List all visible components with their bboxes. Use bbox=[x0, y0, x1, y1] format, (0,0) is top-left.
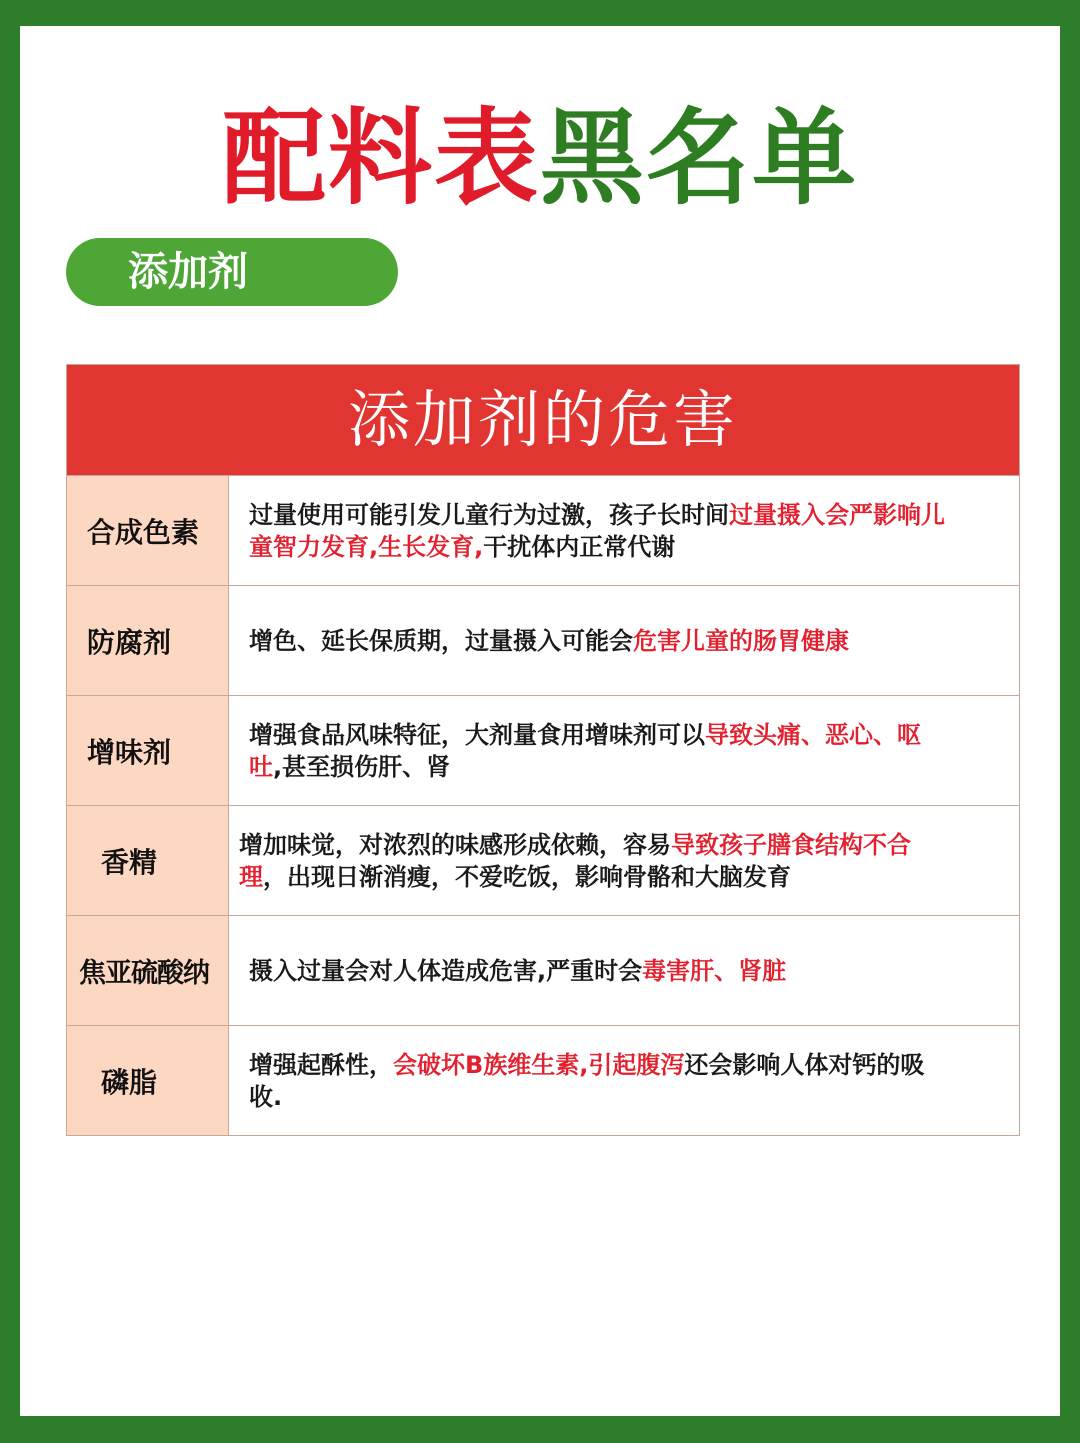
table-row bbox=[67, 695, 1019, 805]
row-label: 磷脂 bbox=[67, 1026, 229, 1135]
row-description bbox=[229, 696, 1019, 805]
row-description bbox=[229, 586, 1019, 695]
desc-text: 摄入过量会对人体造成危害,严重时会 bbox=[249, 956, 643, 985]
desc-highlight: 会破坏B族维生素,引起腹泻 bbox=[393, 1050, 685, 1079]
row-description bbox=[229, 1026, 1019, 1135]
desc-text: ,甚至损伤肝、肾 bbox=[273, 752, 451, 781]
desc-text: 干扰体内正常代谢 bbox=[483, 532, 676, 561]
table-header: 添加剂的危害 bbox=[67, 365, 1019, 475]
poster-card bbox=[20, 26, 1060, 1416]
page-title bbox=[20, 98, 1060, 218]
desc-highlight: 过量摄入会严影响儿童智力发育,生长发育, bbox=[249, 500, 945, 561]
category-pill: 添加剂 bbox=[66, 238, 398, 306]
desc-text: 过量使用可能引发儿童行为过激，孩子长时间 bbox=[249, 500, 729, 529]
desc-highlight: 导致孩子膳食结构不合理 bbox=[239, 830, 911, 891]
title-red-part: 配料表 bbox=[221, 97, 540, 219]
table-row bbox=[67, 805, 1019, 915]
desc-text: 增强食品风味特征，大剂量食用增味剂可以 bbox=[249, 720, 705, 749]
desc-text: 增强起酥性， bbox=[249, 1050, 393, 1079]
row-label: 合成色素 bbox=[67, 476, 229, 585]
table-row bbox=[67, 915, 1019, 1025]
table-row bbox=[67, 585, 1019, 695]
desc-highlight: 导致头痛、恶心、呕吐 bbox=[249, 720, 921, 781]
table-row bbox=[67, 1025, 1019, 1135]
row-label: 防腐剂 bbox=[67, 586, 229, 695]
row-label: 香精 bbox=[67, 806, 229, 915]
desc-text: 还会影响人体对钙的吸收. bbox=[249, 1050, 925, 1111]
desc-highlight: 危害儿童的肠胃健康 bbox=[633, 626, 849, 655]
row-description bbox=[229, 916, 1019, 1025]
additives-table bbox=[66, 364, 1020, 1136]
title-green-part: 黑名单 bbox=[540, 97, 859, 219]
row-label: 焦亚硫酸纳 bbox=[67, 916, 229, 1025]
desc-text: 增加味觉，对浓烈的味感形成依赖，容易 bbox=[239, 830, 671, 859]
desc-text: 增色、延长保质期，过量摄入可能会 bbox=[249, 626, 633, 655]
row-label: 增味剂 bbox=[67, 696, 229, 805]
table-row bbox=[67, 475, 1019, 585]
desc-highlight: 毒害肝、肾脏 bbox=[642, 956, 787, 985]
row-description bbox=[229, 806, 1019, 915]
desc-text: ，出现日渐消瘦，不爱吃饭，影响骨骼和大脑发育 bbox=[263, 862, 791, 891]
row-description bbox=[229, 476, 1019, 585]
